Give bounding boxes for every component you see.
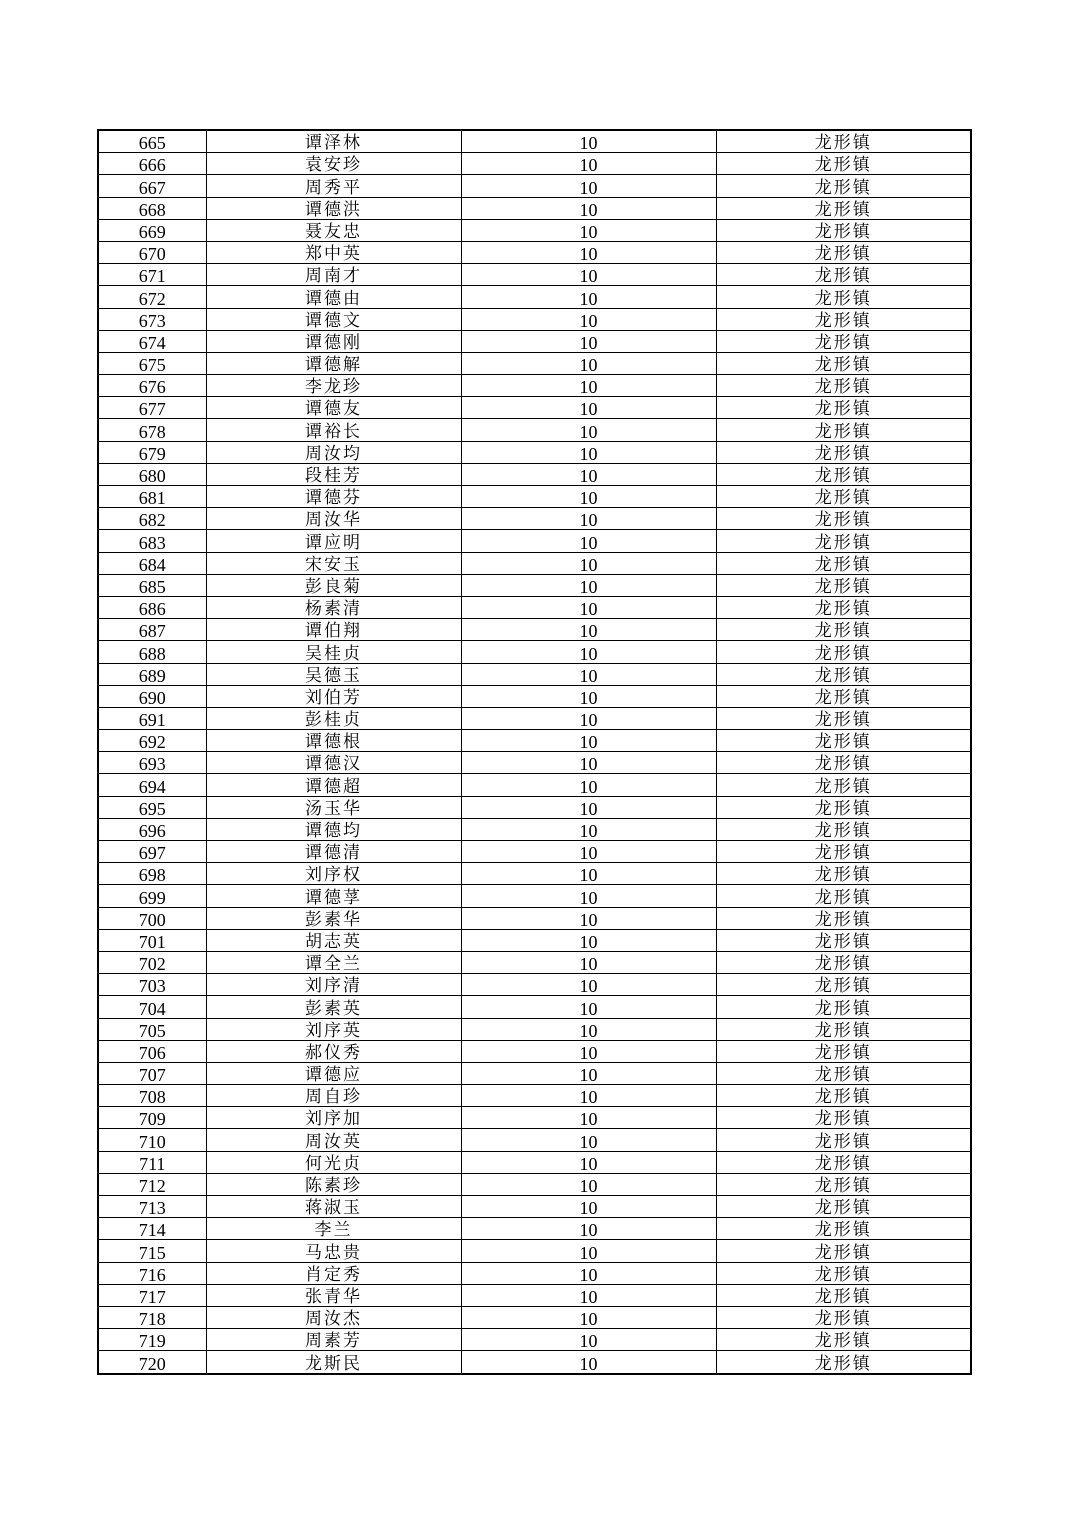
person-name-cell: 郝仪秀 <box>206 1040 461 1062</box>
person-name-cell: 龙斯民 <box>206 1351 461 1374</box>
row-number-cell: 717 <box>98 1284 206 1306</box>
person-name-cell: 谭德清 <box>206 841 461 863</box>
town-cell: 龙形镇 <box>716 951 971 973</box>
town-cell: 龙形镇 <box>716 241 971 263</box>
table-row <box>98 130 971 153</box>
table-row <box>98 330 971 352</box>
person-name-cell: 谭德莩 <box>206 885 461 907</box>
town-cell: 龙形镇 <box>716 175 971 197</box>
table-row <box>98 951 971 973</box>
town-cell: 龙形镇 <box>716 1173 971 1195</box>
table-row <box>98 175 971 197</box>
person-name-cell: 谭德均 <box>206 818 461 840</box>
table-row <box>98 1262 971 1284</box>
row-number-cell: 665 <box>98 130 206 153</box>
amount-cell: 10 <box>461 175 716 197</box>
table-row <box>98 1107 971 1129</box>
table-row <box>98 1196 971 1218</box>
row-number-cell: 702 <box>98 951 206 973</box>
amount-cell: 10 <box>461 1196 716 1218</box>
amount-cell: 10 <box>461 863 716 885</box>
roster-table <box>97 129 972 1375</box>
row-number-cell: 667 <box>98 175 206 197</box>
town-cell: 龙形镇 <box>716 663 971 685</box>
amount-cell: 10 <box>461 641 716 663</box>
town-cell: 龙形镇 <box>716 796 971 818</box>
table-row <box>98 286 971 308</box>
row-number-cell: 714 <box>98 1218 206 1240</box>
amount-cell: 10 <box>461 818 716 840</box>
town-cell: 龙形镇 <box>716 1218 971 1240</box>
table-row <box>98 441 971 463</box>
town-cell: 龙形镇 <box>716 1129 971 1151</box>
person-name-cell: 谭德文 <box>206 308 461 330</box>
row-number-cell: 712 <box>98 1173 206 1195</box>
amount-cell: 10 <box>461 1151 716 1173</box>
amount-cell: 10 <box>461 375 716 397</box>
row-number-cell: 677 <box>98 397 206 419</box>
town-cell: 龙形镇 <box>716 1107 971 1129</box>
amount-cell: 10 <box>461 552 716 574</box>
person-name-cell: 段桂芳 <box>206 463 461 485</box>
amount-cell: 10 <box>461 1284 716 1306</box>
person-name-cell: 周自珍 <box>206 1085 461 1107</box>
amount-cell: 10 <box>461 774 716 796</box>
amount-cell: 10 <box>461 996 716 1018</box>
amount-cell: 10 <box>461 907 716 929</box>
town-cell: 龙形镇 <box>716 907 971 929</box>
table-row <box>98 530 971 552</box>
table-row <box>98 730 971 752</box>
town-cell: 龙形镇 <box>716 375 971 397</box>
town-cell: 龙形镇 <box>716 1151 971 1173</box>
person-name-cell: 彭良菊 <box>206 574 461 596</box>
person-name-cell: 谭德刚 <box>206 330 461 352</box>
amount-cell: 10 <box>461 951 716 973</box>
table-row <box>98 974 971 996</box>
amount-cell: 10 <box>461 1351 716 1374</box>
table-row <box>98 197 971 219</box>
person-name-cell: 何光贞 <box>206 1151 461 1173</box>
town-cell: 龙形镇 <box>716 1196 971 1218</box>
town-cell: 龙形镇 <box>716 286 971 308</box>
amount-cell: 10 <box>461 1040 716 1062</box>
table-row <box>98 1040 971 1062</box>
person-name-cell: 马忠贵 <box>206 1240 461 1262</box>
town-cell: 龙形镇 <box>716 1085 971 1107</box>
amount-cell: 10 <box>461 241 716 263</box>
person-name-cell: 陈素珍 <box>206 1173 461 1195</box>
table-row <box>98 1129 971 1151</box>
table-row <box>98 796 971 818</box>
amount-cell: 10 <box>461 1085 716 1107</box>
row-number-cell: 690 <box>98 685 206 707</box>
row-number-cell: 713 <box>98 1196 206 1218</box>
town-cell: 龙形镇 <box>716 774 971 796</box>
table-row <box>98 774 971 796</box>
amount-cell: 10 <box>461 530 716 552</box>
row-number-cell: 681 <box>98 486 206 508</box>
row-number-cell: 680 <box>98 463 206 485</box>
row-number-cell: 683 <box>98 530 206 552</box>
table-row <box>98 486 971 508</box>
row-number-cell: 710 <box>98 1129 206 1151</box>
table-row <box>98 996 971 1018</box>
amount-cell: 10 <box>461 1262 716 1284</box>
amount-cell: 10 <box>461 486 716 508</box>
town-cell: 龙形镇 <box>716 707 971 729</box>
row-number-cell: 674 <box>98 330 206 352</box>
amount-cell: 10 <box>461 1240 716 1262</box>
table-row <box>98 1329 971 1351</box>
table-row <box>98 264 971 286</box>
row-number-cell: 675 <box>98 352 206 374</box>
amount-cell: 10 <box>461 463 716 485</box>
town-cell: 龙形镇 <box>716 308 971 330</box>
town-cell: 龙形镇 <box>716 530 971 552</box>
row-number-cell: 669 <box>98 219 206 241</box>
amount-cell: 10 <box>461 1018 716 1040</box>
amount-cell: 10 <box>461 441 716 463</box>
town-cell: 龙形镇 <box>716 508 971 530</box>
table-row <box>98 907 971 929</box>
person-name-cell: 袁安珍 <box>206 153 461 175</box>
amount-cell: 10 <box>461 197 716 219</box>
row-number-cell: 700 <box>98 907 206 929</box>
person-name-cell: 周汝华 <box>206 508 461 530</box>
person-name-cell: 刘序加 <box>206 1107 461 1129</box>
row-number-cell: 668 <box>98 197 206 219</box>
person-name-cell: 谭应明 <box>206 530 461 552</box>
amount-cell: 10 <box>461 308 716 330</box>
amount-cell: 10 <box>461 663 716 685</box>
table-row <box>98 241 971 263</box>
town-cell: 龙形镇 <box>716 685 971 707</box>
town-cell: 龙形镇 <box>716 1040 971 1062</box>
amount-cell: 10 <box>461 619 716 641</box>
table-row <box>98 1173 971 1195</box>
table-row <box>98 508 971 530</box>
person-name-cell: 谭德根 <box>206 730 461 752</box>
town-cell: 龙形镇 <box>716 197 971 219</box>
table-row <box>98 663 971 685</box>
row-number-cell: 706 <box>98 1040 206 1062</box>
row-number-cell: 672 <box>98 286 206 308</box>
person-name-cell: 周南才 <box>206 264 461 286</box>
person-name-cell: 谭泽林 <box>206 130 461 153</box>
table-row <box>98 752 971 774</box>
amount-cell: 10 <box>461 352 716 374</box>
table-row <box>98 1240 971 1262</box>
person-name-cell: 谭德芬 <box>206 486 461 508</box>
town-cell: 龙形镇 <box>716 441 971 463</box>
person-name-cell: 吴桂贞 <box>206 641 461 663</box>
person-name-cell: 杨素清 <box>206 596 461 618</box>
row-number-cell: 694 <box>98 774 206 796</box>
person-name-cell: 周素芳 <box>206 1329 461 1351</box>
person-name-cell: 胡志英 <box>206 929 461 951</box>
person-name-cell: 谭裕长 <box>206 419 461 441</box>
person-name-cell: 刘伯芳 <box>206 685 461 707</box>
row-number-cell: 711 <box>98 1151 206 1173</box>
row-number-cell: 718 <box>98 1306 206 1328</box>
town-cell: 龙形镇 <box>716 330 971 352</box>
person-name-cell: 彭素英 <box>206 996 461 1018</box>
amount-cell: 10 <box>461 1329 716 1351</box>
town-cell: 龙形镇 <box>716 1284 971 1306</box>
amount-cell: 10 <box>461 574 716 596</box>
person-name-cell: 张青华 <box>206 1284 461 1306</box>
town-cell: 龙形镇 <box>716 863 971 885</box>
table-row <box>98 619 971 641</box>
row-number-cell: 720 <box>98 1351 206 1374</box>
amount-cell: 10 <box>461 1107 716 1129</box>
amount-cell: 10 <box>461 1173 716 1195</box>
person-name-cell: 肖定秀 <box>206 1262 461 1284</box>
town-cell: 龙形镇 <box>716 929 971 951</box>
person-name-cell: 谭伯翔 <box>206 619 461 641</box>
person-name-cell: 谭德汉 <box>206 752 461 774</box>
person-name-cell: 谭全兰 <box>206 951 461 973</box>
row-number-cell: 691 <box>98 707 206 729</box>
person-name-cell: 刘序英 <box>206 1018 461 1040</box>
person-name-cell: 谭德由 <box>206 286 461 308</box>
row-number-cell: 697 <box>98 841 206 863</box>
table-row <box>98 685 971 707</box>
amount-cell: 10 <box>461 1218 716 1240</box>
amount-cell: 10 <box>461 264 716 286</box>
person-name-cell: 彭素华 <box>206 907 461 929</box>
table-row <box>98 375 971 397</box>
table-row <box>98 707 971 729</box>
town-cell: 龙形镇 <box>716 1018 971 1040</box>
person-name-cell: 刘序权 <box>206 863 461 885</box>
town-cell: 龙形镇 <box>716 1306 971 1328</box>
row-number-cell: 701 <box>98 929 206 951</box>
person-name-cell: 谭德洪 <box>206 197 461 219</box>
person-name-cell: 李兰 <box>206 1218 461 1240</box>
town-cell: 龙形镇 <box>716 1062 971 1084</box>
person-name-cell: 刘序清 <box>206 974 461 996</box>
table-row <box>98 574 971 596</box>
row-number-cell: 671 <box>98 264 206 286</box>
amount-cell: 10 <box>461 286 716 308</box>
row-number-cell: 703 <box>98 974 206 996</box>
row-number-cell: 686 <box>98 596 206 618</box>
amount-cell: 10 <box>461 219 716 241</box>
person-name-cell: 谭德友 <box>206 397 461 419</box>
town-cell: 龙形镇 <box>716 219 971 241</box>
town-cell: 龙形镇 <box>716 352 971 374</box>
table-row <box>98 1284 971 1306</box>
town-cell: 龙形镇 <box>716 1329 971 1351</box>
table-row <box>98 885 971 907</box>
row-number-cell: 678 <box>98 419 206 441</box>
table-row <box>98 863 971 885</box>
person-name-cell: 谭德应 <box>206 1062 461 1084</box>
amount-cell: 10 <box>461 841 716 863</box>
person-name-cell: 李龙珍 <box>206 375 461 397</box>
row-number-cell: 689 <box>98 663 206 685</box>
town-cell: 龙形镇 <box>716 818 971 840</box>
row-number-cell: 698 <box>98 863 206 885</box>
table-row <box>98 841 971 863</box>
town-cell: 龙形镇 <box>716 996 971 1018</box>
person-name-cell: 周汝杰 <box>206 1306 461 1328</box>
table-row <box>98 552 971 574</box>
table-row <box>98 1062 971 1084</box>
table-row <box>98 1151 971 1173</box>
row-number-cell: 696 <box>98 818 206 840</box>
table-row <box>98 419 971 441</box>
row-number-cell: 695 <box>98 796 206 818</box>
row-number-cell: 704 <box>98 996 206 1018</box>
town-cell: 龙形镇 <box>716 641 971 663</box>
amount-cell: 10 <box>461 1062 716 1084</box>
table-row <box>98 1085 971 1107</box>
amount-cell: 10 <box>461 707 716 729</box>
table-row <box>98 352 971 374</box>
town-cell: 龙形镇 <box>716 1240 971 1262</box>
town-cell: 龙形镇 <box>716 974 971 996</box>
amount-cell: 10 <box>461 796 716 818</box>
town-cell: 龙形镇 <box>716 574 971 596</box>
amount-cell: 10 <box>461 596 716 618</box>
row-number-cell: 685 <box>98 574 206 596</box>
table-row <box>98 596 971 618</box>
table-row <box>98 219 971 241</box>
amount-cell: 10 <box>461 1129 716 1151</box>
amount-cell: 10 <box>461 419 716 441</box>
row-number-cell: 670 <box>98 241 206 263</box>
table-row <box>98 1018 971 1040</box>
row-number-cell: 709 <box>98 1107 206 1129</box>
amount-cell: 10 <box>461 885 716 907</box>
table-row <box>98 1306 971 1328</box>
table-row <box>98 153 971 175</box>
row-number-cell: 682 <box>98 508 206 530</box>
row-number-cell: 684 <box>98 552 206 574</box>
person-name-cell: 周汝英 <box>206 1129 461 1151</box>
row-number-cell: 673 <box>98 308 206 330</box>
row-number-cell: 699 <box>98 885 206 907</box>
row-number-cell: 688 <box>98 641 206 663</box>
town-cell: 龙形镇 <box>716 596 971 618</box>
town-cell: 龙形镇 <box>716 885 971 907</box>
town-cell: 龙形镇 <box>716 552 971 574</box>
town-cell: 龙形镇 <box>716 1262 971 1284</box>
town-cell: 龙形镇 <box>716 752 971 774</box>
town-cell: 龙形镇 <box>716 1351 971 1374</box>
row-number-cell: 705 <box>98 1018 206 1040</box>
amount-cell: 10 <box>461 508 716 530</box>
person-name-cell: 宋安玉 <box>206 552 461 574</box>
table-row <box>98 308 971 330</box>
table-row <box>98 1218 971 1240</box>
town-cell: 龙形镇 <box>716 397 971 419</box>
table-row <box>98 929 971 951</box>
person-name-cell: 周秀平 <box>206 175 461 197</box>
amount-cell: 10 <box>461 730 716 752</box>
row-number-cell: 693 <box>98 752 206 774</box>
town-cell: 龙形镇 <box>716 264 971 286</box>
roster-table-body <box>98 130 971 1374</box>
row-number-cell: 692 <box>98 730 206 752</box>
row-number-cell: 707 <box>98 1062 206 1084</box>
amount-cell: 10 <box>461 929 716 951</box>
person-name-cell: 彭桂贞 <box>206 707 461 729</box>
row-number-cell: 719 <box>98 1329 206 1351</box>
town-cell: 龙形镇 <box>716 130 971 153</box>
amount-cell: 10 <box>461 974 716 996</box>
table-row <box>98 1351 971 1374</box>
person-name-cell: 谭德超 <box>206 774 461 796</box>
person-name-cell: 聂友忠 <box>206 219 461 241</box>
person-name-cell: 汤玉华 <box>206 796 461 818</box>
table-row <box>98 641 971 663</box>
town-cell: 龙形镇 <box>716 486 971 508</box>
town-cell: 龙形镇 <box>716 153 971 175</box>
town-cell: 龙形镇 <box>716 463 971 485</box>
table-row <box>98 818 971 840</box>
amount-cell: 10 <box>461 1306 716 1328</box>
amount-cell: 10 <box>461 130 716 153</box>
person-name-cell: 谭德解 <box>206 352 461 374</box>
table-row <box>98 397 971 419</box>
town-cell: 龙形镇 <box>716 619 971 641</box>
row-number-cell: 687 <box>98 619 206 641</box>
person-name-cell: 周汝均 <box>206 441 461 463</box>
row-number-cell: 708 <box>98 1085 206 1107</box>
town-cell: 龙形镇 <box>716 730 971 752</box>
amount-cell: 10 <box>461 397 716 419</box>
person-name-cell: 蒋淑玉 <box>206 1196 461 1218</box>
row-number-cell: 676 <box>98 375 206 397</box>
town-cell: 龙形镇 <box>716 419 971 441</box>
amount-cell: 10 <box>461 752 716 774</box>
person-name-cell: 吴德玉 <box>206 663 461 685</box>
amount-cell: 10 <box>461 330 716 352</box>
person-name-cell: 郑中英 <box>206 241 461 263</box>
row-number-cell: 716 <box>98 1262 206 1284</box>
table-row <box>98 463 971 485</box>
row-number-cell: 715 <box>98 1240 206 1262</box>
town-cell: 龙形镇 <box>716 841 971 863</box>
row-number-cell: 679 <box>98 441 206 463</box>
amount-cell: 10 <box>461 685 716 707</box>
amount-cell: 10 <box>461 153 716 175</box>
row-number-cell: 666 <box>98 153 206 175</box>
